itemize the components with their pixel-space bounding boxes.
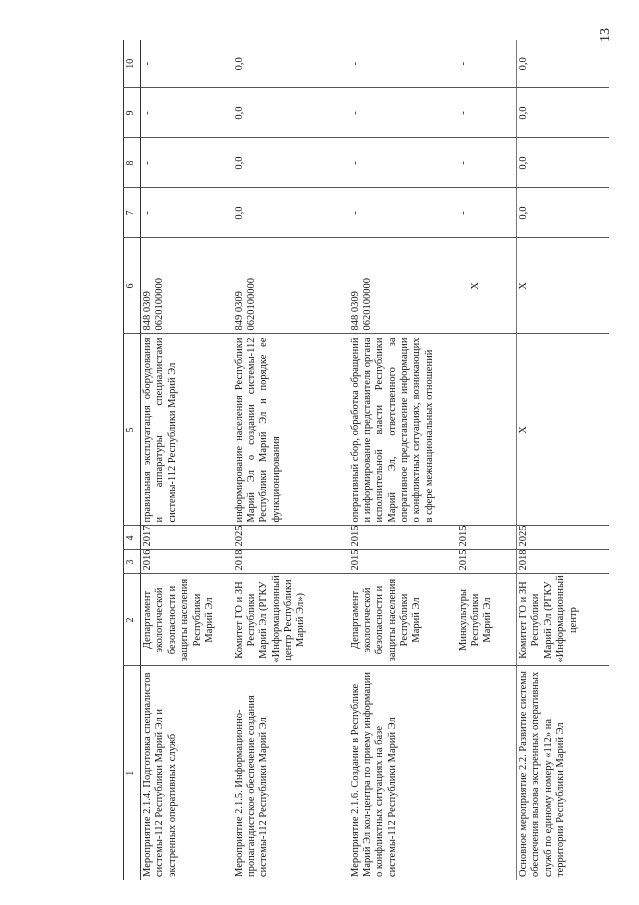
table-row xyxy=(349,40,457,880)
header-col-1: 1 xyxy=(124,666,141,880)
expected-result-cell xyxy=(517,334,609,526)
header-col-9: 9 xyxy=(124,88,141,138)
end-year-cell: 2017 xyxy=(141,526,233,550)
value-col-7: 0,0 xyxy=(233,188,349,238)
value-col-10: - xyxy=(457,62,469,66)
start-year-cell: 2018 xyxy=(517,550,609,574)
value-col-10: - xyxy=(142,62,153,66)
measure-name-cell: Мероприятие 2.1.6. Создание в Республике Марий Эл кол-центра по приему информации о конфликтных ситуациях на базе системы-112 Республики Марий Эл xyxy=(349,666,457,880)
value-col-9: - xyxy=(141,88,233,138)
end-year-cell: 2015 xyxy=(349,526,457,550)
header-col-10: 10 xyxy=(124,40,141,88)
value-col-10: 0,0 xyxy=(233,57,245,71)
budget-code-cell xyxy=(517,238,609,334)
value-col-8: 0,0 xyxy=(517,138,609,188)
value-col-7: - xyxy=(349,188,457,238)
value-col-7: - xyxy=(141,188,233,238)
budget-code-cell xyxy=(457,238,517,334)
end-year-cell: 2025 xyxy=(517,526,609,550)
header-col-8: 8 xyxy=(124,138,141,188)
end-year-cell: 2015 xyxy=(457,526,517,550)
header-col-4: 4 xyxy=(124,526,141,550)
table-header-row xyxy=(124,40,141,880)
value-col-7: - xyxy=(457,188,517,238)
value-col-8: 0,0 xyxy=(233,138,349,188)
budget-code-cell: 849 0309 0620100000 xyxy=(233,238,349,334)
header-col-7: 7 xyxy=(124,188,141,238)
table-rotated-container xyxy=(123,40,620,880)
budget-code-cell: 848 0309 0620100000 xyxy=(141,238,233,334)
value-col-9: - xyxy=(457,88,517,138)
measure-name-cell: Основное мероприятие 2.2. Развитие системы обеспечения вызова экстренных оперативных служб по единому номеру «112» на территории Республики Марий Эл xyxy=(517,666,609,880)
executor-cell: Департамент экологической безопасности и защиты населения Республики Марий Эл xyxy=(141,574,233,666)
end-year-cell: 2025 xyxy=(233,526,349,550)
header-col-3: 3 xyxy=(124,550,141,574)
measure-name-cell: Мероприятие 2.1.4. Подготовка специалистов системы-112 Республики Марий Эл и экстренных оперативных служб xyxy=(141,666,233,880)
x-mark: X xyxy=(469,282,481,290)
value-col-10: 0,0 xyxy=(517,40,609,88)
value-col-8: - xyxy=(141,138,233,188)
expected-result-cell: информирование населения Республики Марий Эл о создании системы-112 Республики Марий Эл и порядке ее функционирования xyxy=(233,334,349,526)
start-year-cell: 2016 xyxy=(141,550,233,574)
value-col-10: - xyxy=(349,62,361,66)
value-col-7: 0,0 xyxy=(517,188,609,238)
table-row xyxy=(233,40,349,880)
measure-name-cell: Мероприятие 2.1.5. Информационно-пропагандистское обеспечение создания системы-112 Республики Марий Эл xyxy=(233,666,349,880)
value-col-9: - xyxy=(349,88,457,138)
value-col-8: - xyxy=(349,138,457,188)
value-col-8: - xyxy=(457,138,517,188)
header-col-5: 5 xyxy=(124,334,141,526)
value-col-9: 0,0 xyxy=(233,88,349,138)
expected-result-cell: оперативный сбор, обработка обращений и информирование представителя органа исполнительной власти Республики Марий Эл, ответственного за оперативное представление информации о конфликтных ситуациях, возникающих в сфере межнациональных отношений xyxy=(349,334,517,526)
header-col-6: 6 xyxy=(124,238,141,334)
x-mark: X xyxy=(518,282,529,290)
value-col-9: 0,0 xyxy=(517,88,609,138)
page-number: 13 xyxy=(598,28,613,42)
executor-cell: Минкультуры Республики Марий Эл xyxy=(457,574,517,666)
table-row xyxy=(517,40,609,880)
start-year-cell: 2015 xyxy=(349,550,457,574)
header-col-2: 2 xyxy=(124,574,141,666)
measure-name-cell xyxy=(457,666,517,880)
program-measures-table xyxy=(123,40,609,880)
start-year-cell: 2018 xyxy=(233,550,349,574)
x-mark: X xyxy=(518,426,529,434)
executor-cell: Департамент экологической безопасности и защиты населения Республики Марий Эл xyxy=(349,574,457,666)
expected-result-cell: правильная эксплуатация оборудования и аппаратуры специалистами системы-112 Республики Марий Эл xyxy=(141,334,233,526)
executor-cell: Комитет ГО и ЗН Республики Марий Эл (РГКУ «Информационный центр xyxy=(517,574,609,666)
start-year-cell: 2015 xyxy=(457,550,517,574)
budget-code-cell: 848 0309 0620100000 xyxy=(349,238,457,334)
table-row xyxy=(141,40,233,880)
executor-cell: Комитет ГО и ЗН Республики Марий Эл (РГКУ «Информационный центр Республики Марий Эл») xyxy=(233,574,349,666)
